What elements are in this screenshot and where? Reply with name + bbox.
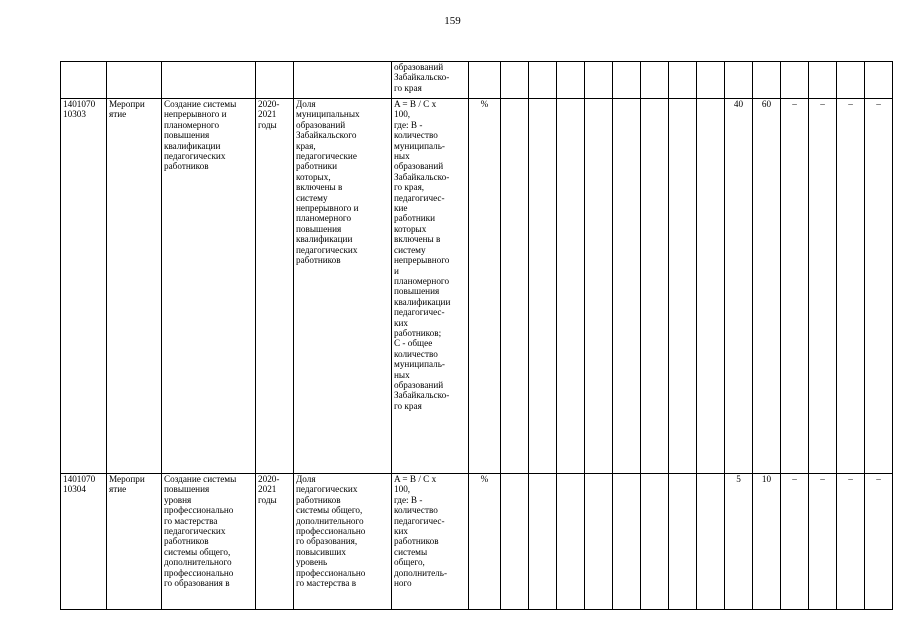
value-2023 (809, 62, 837, 99)
code-cell: 1401070 10303 (61, 99, 107, 474)
name-cell (162, 62, 256, 99)
value-2020: 5 (725, 474, 753, 610)
formula-cell: образований Забайкальско- го края (392, 62, 469, 99)
empty-cell (557, 62, 585, 99)
type-cell: Меропри ятие (107, 474, 162, 610)
empty-cell (669, 62, 697, 99)
program-indicators-table (60, 61, 893, 610)
empty-cell (501, 474, 529, 610)
empty-cell (669, 474, 697, 610)
value-2025: – (865, 99, 893, 474)
value-2021: 10 (753, 474, 781, 610)
indicator-cell: Доля педагогических работников системы общего, дополнительного профессионально го образования, повысивших уровень профессионально го мастерства в (294, 474, 392, 610)
value-2025 (865, 62, 893, 99)
value-2024: – (837, 474, 865, 610)
empty-cell (501, 99, 529, 474)
indicator-cell: Доля муниципальных образований Забайкальского края, педагогические работники которых, включены в систему непрерывного и планомерного повышения квалификации педагогических работников (294, 99, 392, 474)
empty-cell (697, 474, 725, 610)
empty-cell (641, 474, 669, 610)
name-cell: Создание системы повышения уровня профессионально го мастерства педагогических работников системы общего, дополнительного профессионально го образования в (162, 474, 256, 610)
empty-cell (529, 99, 557, 474)
empty-cell (669, 99, 697, 474)
empty-cell (529, 62, 557, 99)
value-2024 (837, 62, 865, 99)
type-cell (107, 62, 162, 99)
value-2022: – (781, 99, 809, 474)
unit-cell: % (469, 474, 501, 610)
value-2022: – (781, 474, 809, 610)
unit-cell: % (469, 99, 501, 474)
value-2025: – (865, 474, 893, 610)
value-2020: 40 (725, 99, 753, 474)
empty-cell (585, 99, 613, 474)
period-cell (256, 62, 294, 99)
formula-cell: A = B / C x 100, где: B - количество муниципаль- ных образований Забайкальско- го края, педагогичес- кие работники которых включены в систему непрерывного и планомерного повышения квалификации педагогичес- ких работников; C - общее количество муниципаль- ных образований Забайкальско- го края (392, 99, 469, 474)
formula-cell: A = B / C x 100, где: B - количество педагогичес- ких работников системы общего, дополнитель- ного (392, 474, 469, 610)
value-2023: – (809, 99, 837, 474)
table-row (61, 62, 893, 99)
empty-cell (501, 62, 529, 99)
unit-cell (469, 62, 501, 99)
code-cell: 1401070 10304 (61, 474, 107, 610)
indicator-cell (294, 62, 392, 99)
empty-cell (697, 99, 725, 474)
code-cell (61, 62, 107, 99)
empty-cell (557, 99, 585, 474)
empty-cell (529, 474, 557, 610)
value-2021: 60 (753, 99, 781, 474)
page-number: 159 (444, 15, 461, 27)
empty-cell (613, 99, 641, 474)
empty-cell (697, 62, 725, 99)
period-cell: 2020- 2021 годы (256, 99, 294, 474)
empty-cell (585, 474, 613, 610)
empty-cell (585, 62, 613, 99)
empty-cell (613, 62, 641, 99)
value-2020 (725, 62, 753, 99)
value-2023: – (809, 474, 837, 610)
name-cell: Создание системы непрерывного и планомерного повышения квалификации педагогических работников (162, 99, 256, 474)
table-row (61, 474, 893, 610)
empty-cell (641, 99, 669, 474)
value-2024: – (837, 99, 865, 474)
empty-cell (557, 474, 585, 610)
period-cell: 2020- 2021 годы (256, 474, 294, 610)
value-2021 (753, 62, 781, 99)
empty-cell (613, 474, 641, 610)
value-2022 (781, 62, 809, 99)
table-row (61, 99, 893, 474)
type-cell: Меропри ятие (107, 99, 162, 474)
empty-cell (641, 62, 669, 99)
